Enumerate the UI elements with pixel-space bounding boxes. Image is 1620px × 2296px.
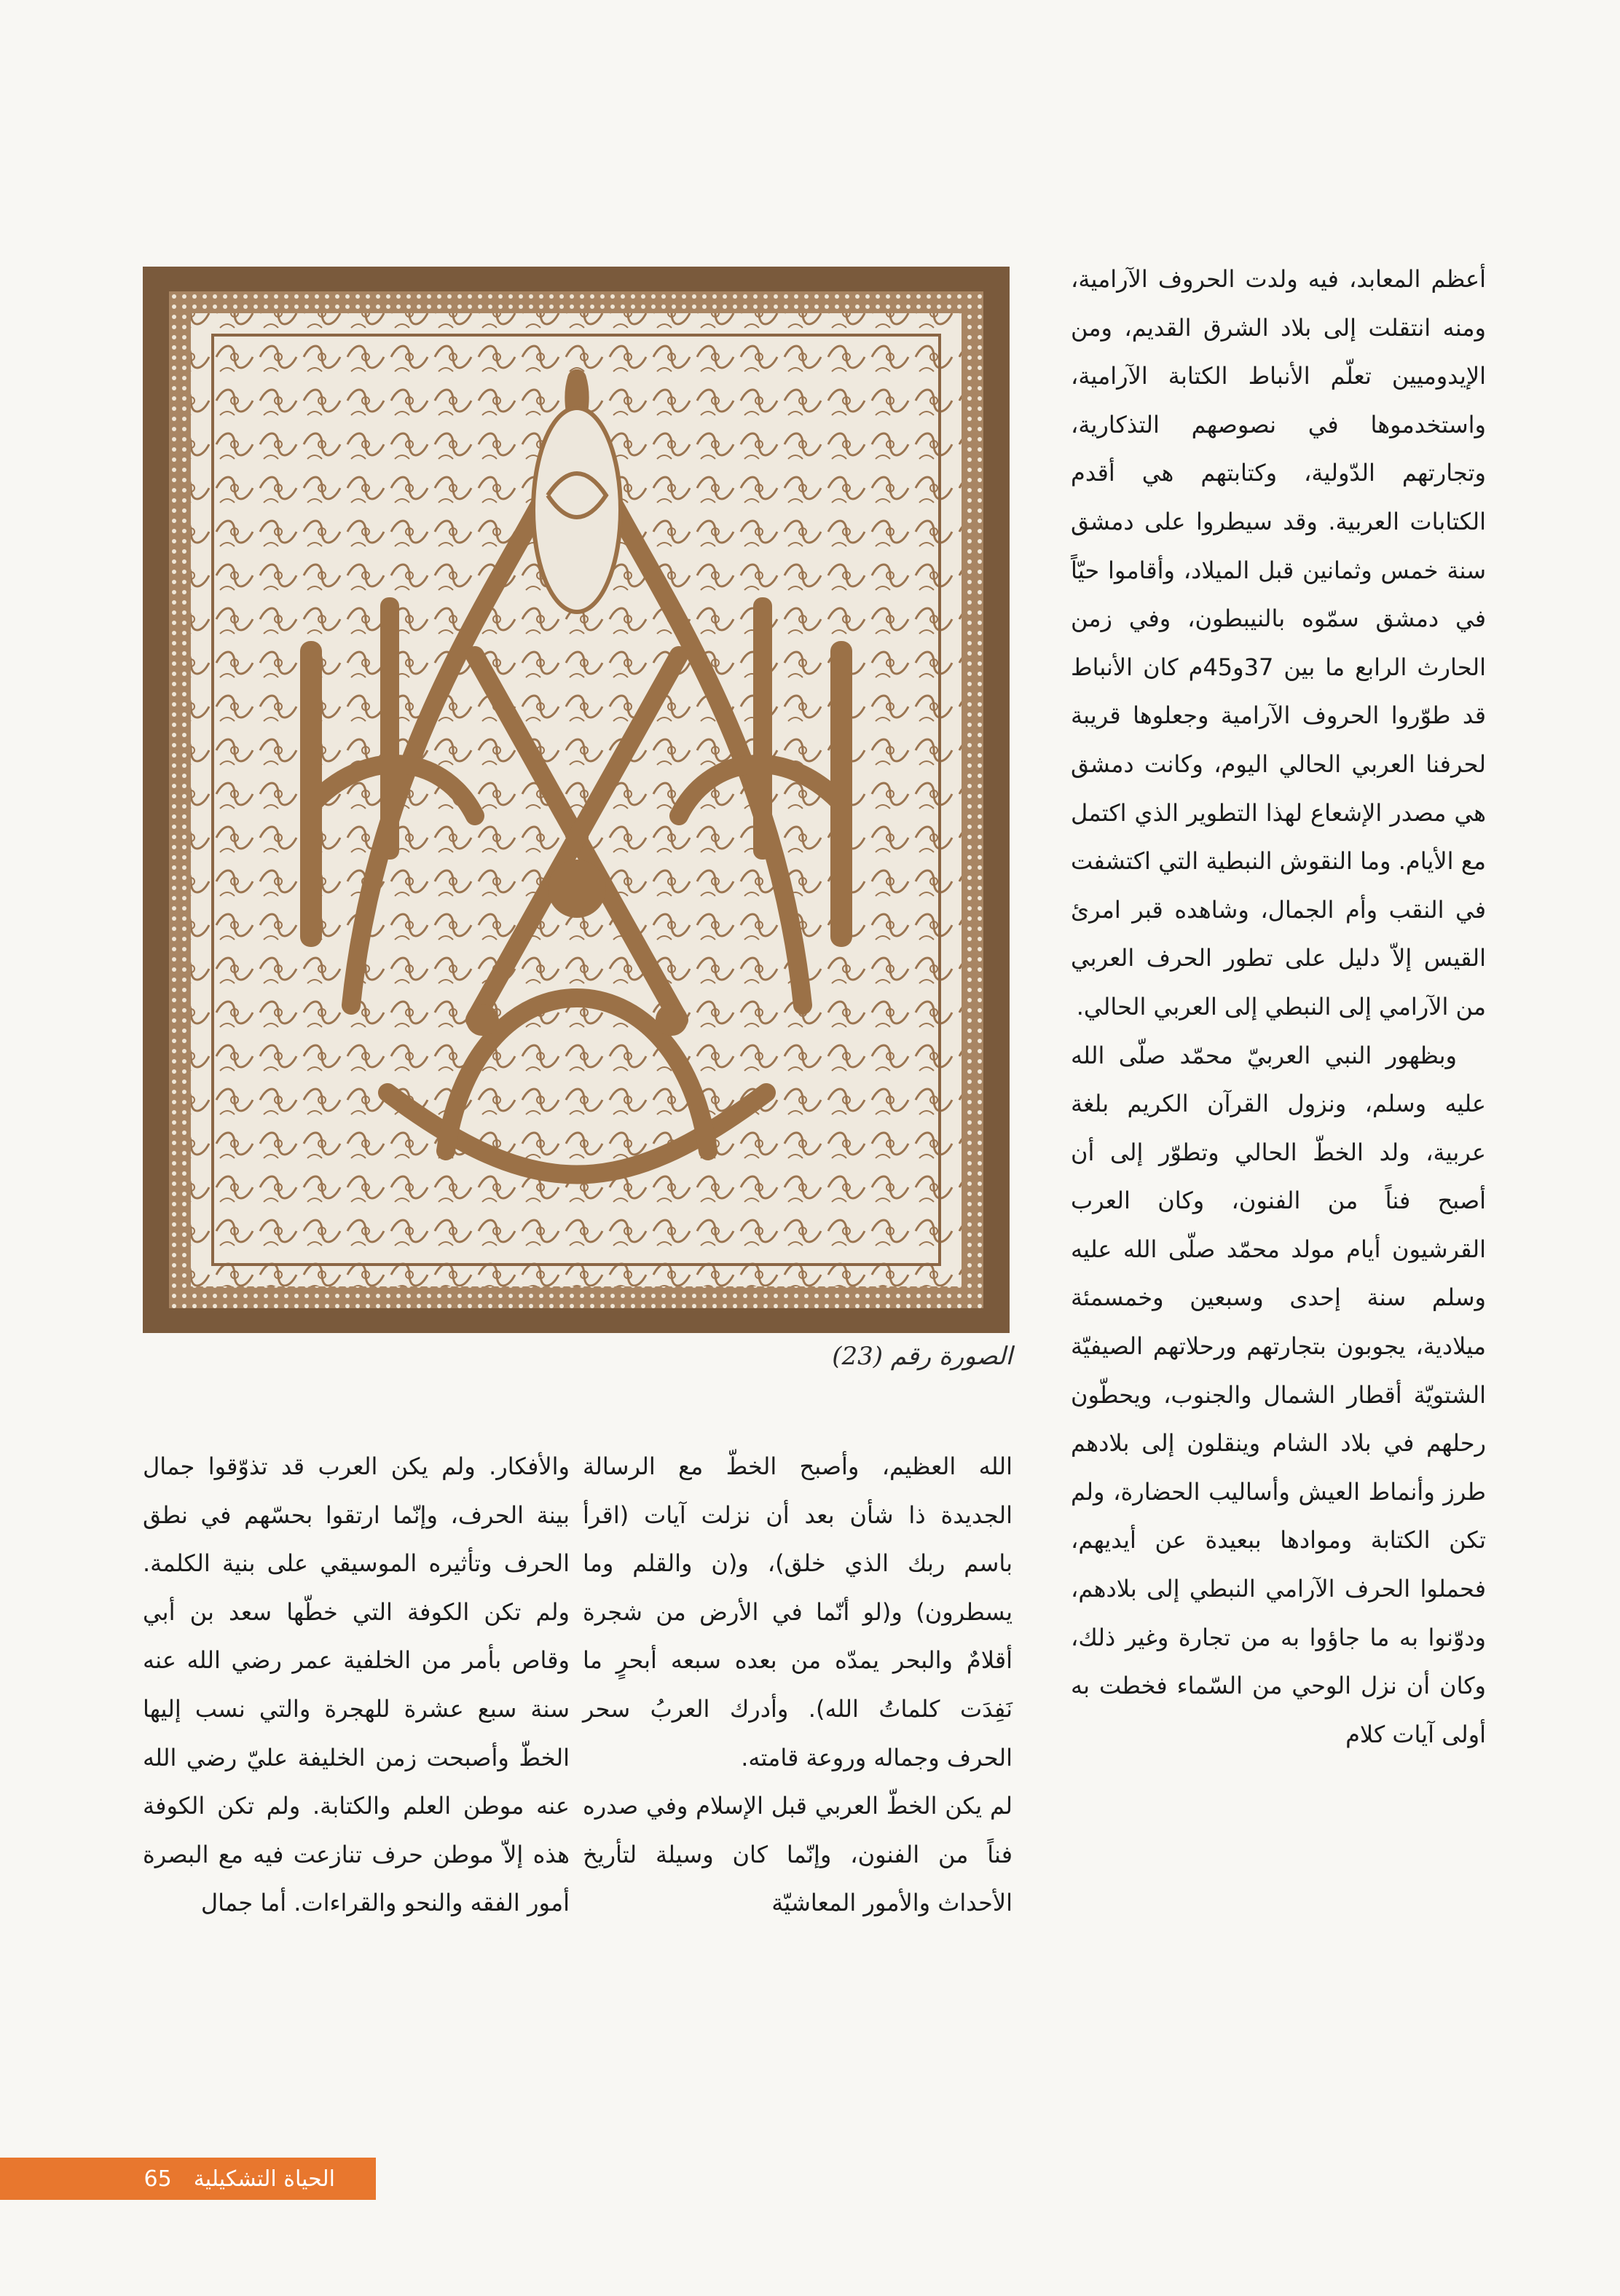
- text-column-left: [143, 1442, 570, 1927]
- paragraph: والأفكار. ولم يكن العرب قد تذوّقوا جمال بينة الحرف، وإنّما ارتقوا بحسّهم في نطق الحرف وتأثيره الموسيقي على بنية الكلمة. ولم تكن الكوفة التي خطّها سعد بن أبي وقاص بأمر من الخلفية عمر رضي الله عنه سنة سبع عشرة للهجرة والتي نسب إليها الخطّ وأصبحت زمن الخليفة عليّ رضي الله عنه موطن العلم والكتابة. ولم تكن الكوفة هذه إلاّ موطن حرف تنازعت فيه مع البصرة أمور الفقه والنحو والقراءات. أما جمال: [143, 1452, 570, 1917]
- paragraph: الله العظيم، وأصبح الخطّ مع الرسالة الجديدة ذا شأن بعد أن نزلت آيات (اقرأ باسم ربك الذي خلق)، و(ن والقلم وما يسطرون) و(لو أنّما في الأرض من شجرة أقلامٌ والبحر يمدّه من بعده سبعه أبحرٍ ما نَفِدَت كلماتُ الله). وأدرك العربُ سحر الحرف وجماله وروعة قامته.: [583, 1452, 1012, 1772]
- paragraph: أعظم المعابد، فيه ولدت الحروف الآرامية، ومنه انتقلت إلى بلاد الشرق القديم، ومن الإيدوميين تعلّم الأنباط الكتابة الآرامية، واستخدموها في نصوصهم التذكارية، وتجارتهم الدّولية، وكتابتهم هي أقدم الكتابات العربية. وقد سيطروا على دمشق سنة خمس وثمانين قبل الميلاد، وأقاموا حيّاً في دمشق سمّوه بالنيبطون، وفي زمن الحارث الرابع ما بين 37و45م كان الأنباط قد طوّروا الحروف الآرامية وجعلوها قريبة لحرفنا العربي الحالي اليوم، وكانت دمشق هي مصدر الإشعاع لهذا التطوير الذي اكتمل مع الأيام. وما النقوش النبطية التي اكتشفت في النقب وأم الجمال، وشاهده قبر امرئ القيس إلاّ دليل على تطور الحرف العربي من الآرامي إلى النبطي إلى العربي الحالي.: [1071, 265, 1487, 1021]
- page-number: 65: [143, 2166, 172, 2192]
- magazine-title: الحياة التشكيلية: [193, 2166, 335, 2192]
- paragraph: لم يكن الخطّ العربي قبل الإسلام وفي صدره فناً من الفنون، وإنّما كان وسيلة لتأريخ الأحداث والأمور المعاشيّة: [583, 1792, 1012, 1917]
- footer-bar: [0, 2158, 376, 2200]
- text-column-right: [1071, 255, 1486, 1758]
- calligraphy-panel: [169, 291, 983, 1308]
- paragraph: وبظهور النبي العربيّ محمّد صلّى الله عليه وسلم، ونزول القرآن الكريم بلغة عربية، ولد الخطّ الحالي وتطوّر إلى أن أصبح فناً من الفنون، وكان العرب القرشيون أيام مولد محمّد صلّى الله عليه وسلم سنة إحدى وسبعين وخمسمئة ميلادية، يجوبون بتجارتهم ورحلاتهم الصيفيّة الشتويّة أقطار الشمال والجنوب، ويحطّون رحلهم في بلاد الشام وينقلون إلى بلادهم طرز وأنماط العيش وأساليب الحضارة، ولم تكن الكتابة وموادها ببعيدة عن أيديهم، فحملوا الحرف الآرامي النبطي إلى بلادهم، ودوّنوا به ما جاؤوا به من تجارة وغير ذلك، وكان أن نزل الوحي من السّماء فخطت به أولى آيات كلام: [1071, 1041, 1486, 1748]
- calligraphy-artwork: [143, 267, 1010, 1333]
- figure-caption: الصورة رقم (23): [832, 1342, 1012, 1371]
- calligraphy-illustration: [169, 291, 983, 1308]
- text-column-middle: [583, 1442, 1012, 1927]
